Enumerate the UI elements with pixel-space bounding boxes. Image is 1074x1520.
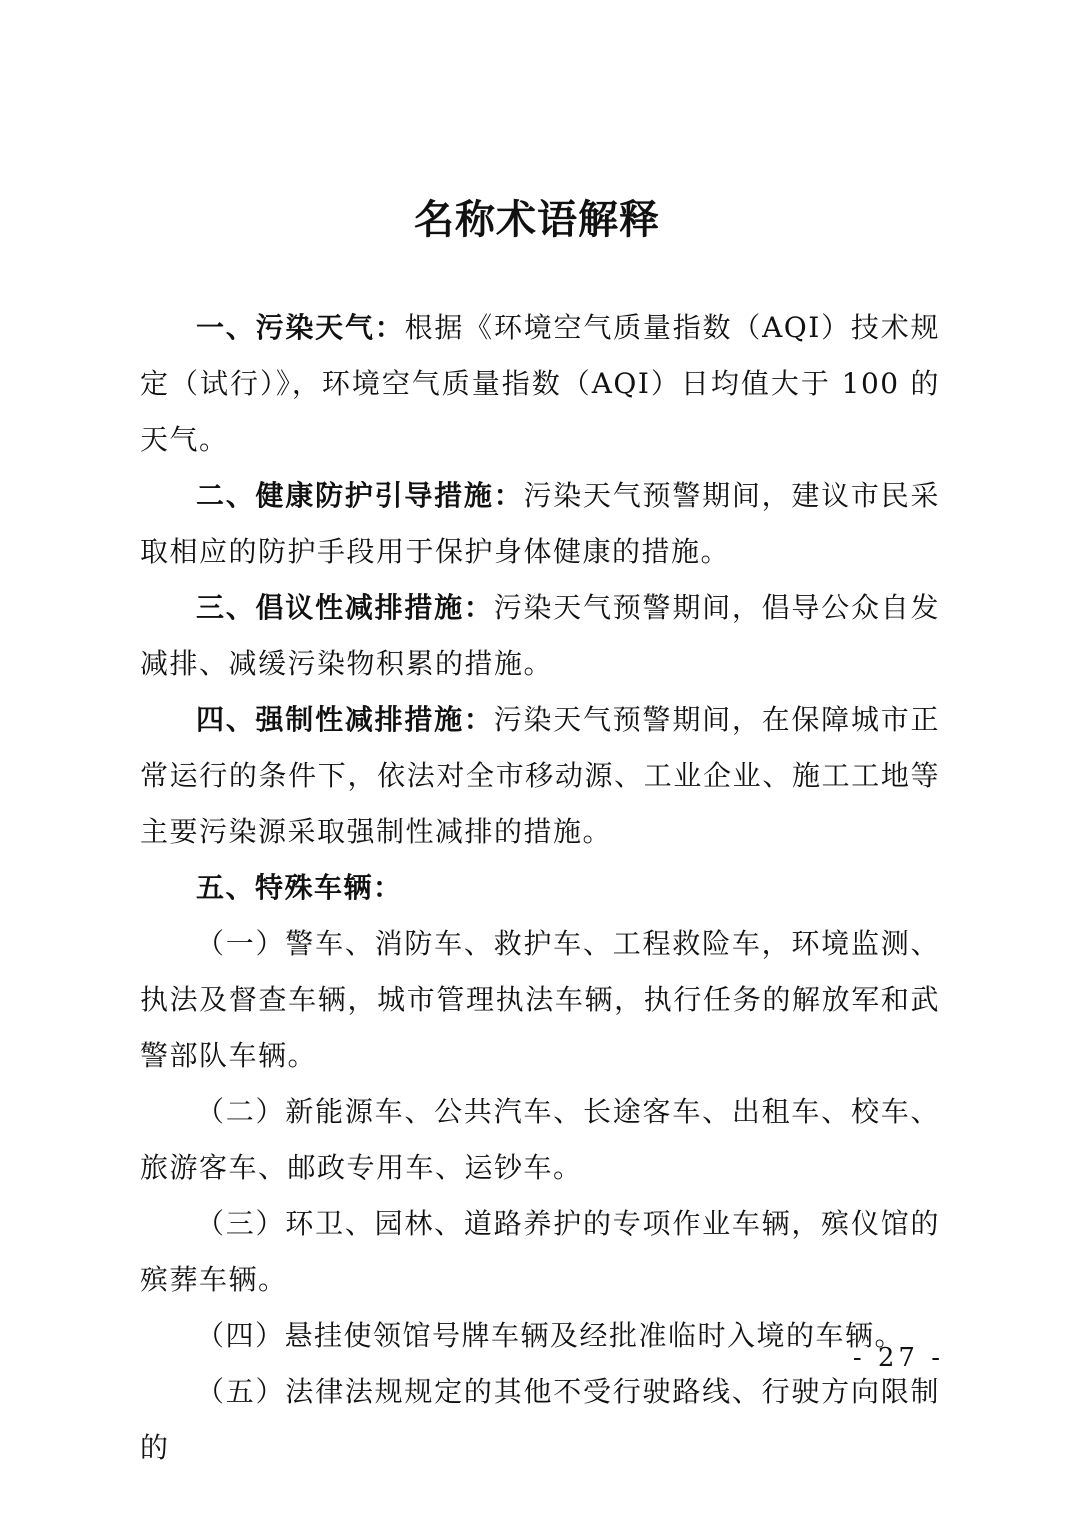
- page-number: - 27 -: [852, 1343, 944, 1373]
- term-item-4: [140, 692, 940, 860]
- term-label: 五、特殊车辆：: [196, 871, 403, 904]
- vehicle-sub-item-4: （四）悬挂使领馆号牌车辆及经批准临时入境的车辆。: [196, 1319, 905, 1352]
- document-body: [140, 300, 940, 1476]
- term-item-5: [140, 860, 940, 916]
- term-item-3: [140, 580, 940, 692]
- term-definition: 污染天气预警期间，在保障城市正常运行的条件下，依法对全市移动源、工业企业、施工工地等主要污染源采取强制性减排的措施。: [140, 703, 940, 848]
- term-label: 一、污染天气：: [196, 311, 405, 344]
- term-definition: 污染天气预警期间，倡导公众自发减排、减缓污染物积累的措施。: [140, 591, 940, 680]
- vehicle-sub-item-3: （三）环卫、园林、道路养护的专项作业车辆，殡仪馆的殡葬车辆。: [140, 1207, 940, 1296]
- term-item-1: [140, 300, 940, 468]
- term-definition: 污染天气预警期间，建议市民采取相应的防护手段用于保护身体健康的措施。: [140, 479, 940, 568]
- term-label: 四、强制性减排措施：: [196, 703, 494, 736]
- vehicle-sub-item-1: （一）警车、消防车、救护车、工程救险车，环境监测、执法及督查车辆，城市管理执法车辆，执行任务的解放军和武警部队车辆。: [140, 927, 940, 1072]
- term-label: 三、倡议性减排措施：: [196, 591, 494, 624]
- page-title: 名称术语解释: [414, 196, 660, 243]
- term-label: 二、健康防护引导措施：: [196, 479, 524, 512]
- vehicle-sub-item-5: （五）法律法规规定的其他不受行驶路线、行驶方向限制的: [140, 1375, 940, 1464]
- vehicle-sub-item-2: （二）新能源车、公共汽车、长途客车、出租车、校车、旅游客车、邮政专用车、运钞车。: [140, 1095, 940, 1184]
- term-definition: 根据《环境空气质量指数（AQI）技术规定（试行）》，环境空气质量指数（AQI）日均值大于 100 的天气。: [140, 311, 940, 456]
- term-item-2: [140, 468, 940, 580]
